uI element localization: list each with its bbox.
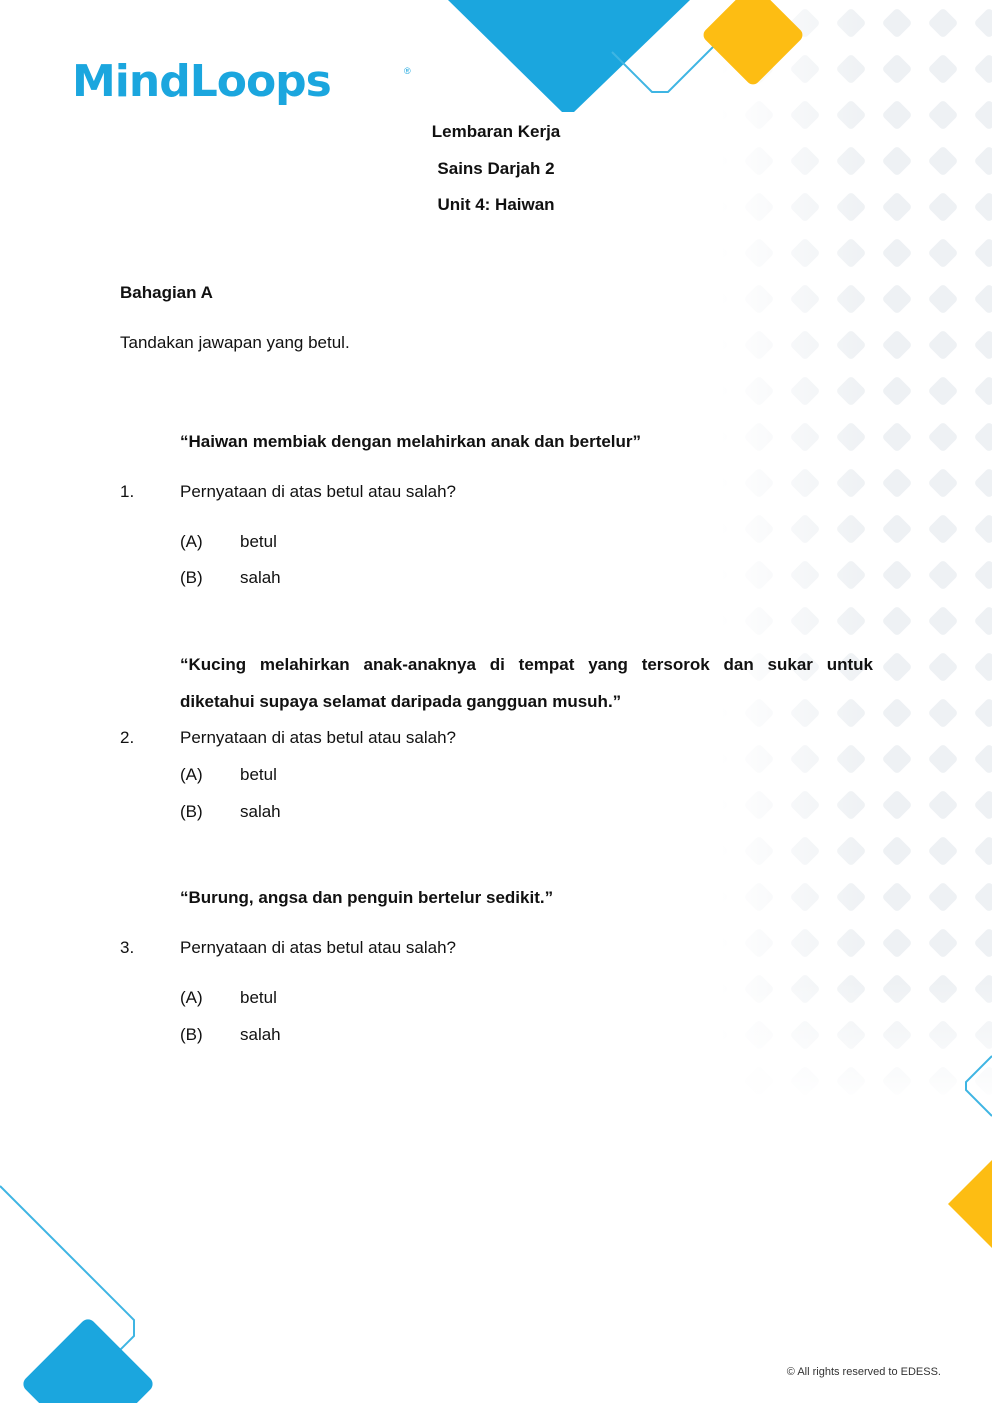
question-1-number: 1. xyxy=(120,482,135,501)
question-3-number: 3. xyxy=(120,938,135,957)
question-2-option-b-letter[interactable]: (B) xyxy=(180,802,203,821)
question-3-prompt: Pernyataan di atas betul atau salah? xyxy=(180,938,456,957)
question-2-statement-line-2: diketahui supaya selamat daripada gangguan musuh.” xyxy=(180,692,622,711)
question-2-option-a-letter[interactable]: (A) xyxy=(180,765,203,784)
worksheet-subject: Sains Darjah 2 xyxy=(437,159,555,178)
question-1-option-a-letter[interactable]: (A) xyxy=(180,532,203,551)
question-2-prompt: Pernyataan di atas betul atau salah? xyxy=(180,728,456,747)
question-3-option-a-text[interactable]: betul xyxy=(240,988,277,1007)
question-2-statement-line-1: “Kucing melahirkan anak-anaknya di tempat yang tersorok dan sukar untuk xyxy=(180,655,873,674)
yellow-diamond-right xyxy=(948,1160,992,1248)
question-3-option-a-letter[interactable]: (A) xyxy=(180,988,203,1007)
question-1-option-a-text[interactable]: betul xyxy=(240,532,277,551)
section-title: Bahagian A xyxy=(120,283,213,302)
mindloops-logo xyxy=(72,56,411,112)
section-instruction: Tandakan jawapan yang betul. xyxy=(120,333,350,352)
question-1-statement: “Haiwan membiak dengan melahirkan anak dan bertelur” xyxy=(180,432,642,451)
question-3-option-b-text[interactable]: salah xyxy=(240,1025,281,1044)
question-1-option-b-letter[interactable]: (B) xyxy=(180,568,203,587)
question-2-number: 2. xyxy=(120,728,135,747)
logo-wordmark: MindLoops xyxy=(72,56,331,107)
question-3-option-b-letter[interactable]: (B) xyxy=(180,1025,203,1044)
question-1-option-b-text[interactable]: salah xyxy=(240,568,281,587)
blue-diamond-bottom-left xyxy=(20,1316,156,1403)
question-2-option-a-text[interactable]: betul xyxy=(240,765,277,784)
question-2-statement xyxy=(180,655,873,675)
question-1-prompt: Pernyataan di atas betul atau salah? xyxy=(180,482,456,501)
question-3-statement: “Burung, angsa dan penguin bertelur sedikit.” xyxy=(180,888,554,907)
question-2-option-b-text[interactable]: salah xyxy=(240,802,281,821)
worksheet-title: Lembaran Kerja xyxy=(431,122,561,141)
worksheet-unit: Unit 4: Haiwan xyxy=(437,195,555,214)
copyright-notice: © All rights reserved to EDESS. xyxy=(786,1366,941,1378)
blue-triangle-top xyxy=(448,0,690,112)
registered-mark: ® xyxy=(404,66,411,76)
